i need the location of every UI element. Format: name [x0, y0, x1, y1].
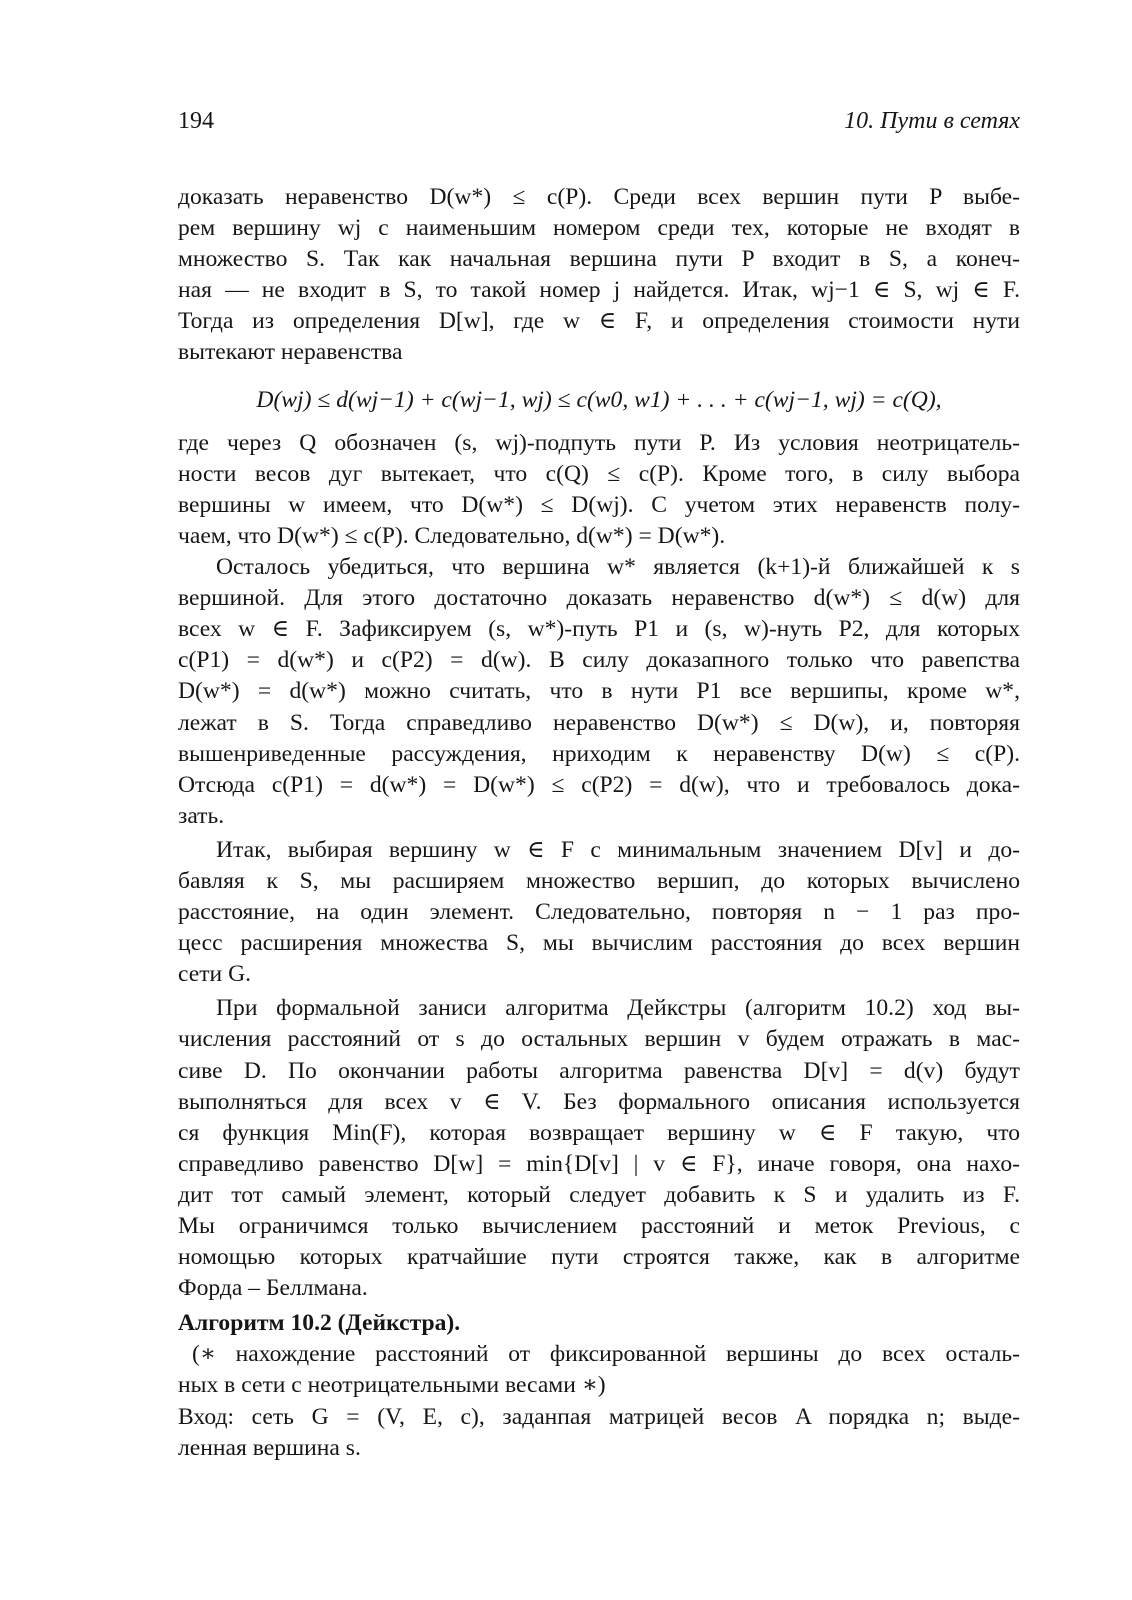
text-line: вышенриведенные рассуждения, нриходим к неравенству D(w) ≤ c(P).: [178, 740, 1020, 767]
text-line: сиве D. По окончании работы алгоритма равенства D[v] = d(v) будут: [178, 1057, 1020, 1084]
text-line: ных в сети с неотрицательными весами ∗): [178, 1372, 606, 1399]
text-line: (∗ нахождение расстояний от фиксированной вершины до всех осталь-: [192, 1341, 1020, 1368]
text-line: c(P1) = d(w*) и c(P2) = d(w). В силу доказапного только что равепства: [178, 647, 1020, 674]
algorithm-comment: [178, 1339, 1020, 1401]
text-line: Форда – Беллмана.: [178, 1275, 368, 1302]
text-line: рем вершину wj с наименьшим номером среди тех, которые не входят в: [178, 215, 1020, 242]
paragraph-2: [178, 428, 1020, 552]
text-line: Осталось убедиться, что вершина w* является (k+1)-й ближайшей к s: [216, 554, 1020, 581]
text-line: Мы ограничимся только вычислением расстояний и меток Previous, с: [178, 1213, 1020, 1239]
text-line: зать.: [178, 802, 225, 829]
text-line: вершины w имеем, что D(w*) ≤ D(wj). С учетом этих неравенств полу-: [178, 491, 1020, 518]
page-number: 194: [178, 108, 214, 134]
algorithm-input: [178, 1402, 1020, 1464]
text-line: чаем, что D(w*) ≤ c(P). Следовательно, d(w*) = D(w*).: [178, 522, 726, 549]
text-line: справедливо равенство D[w] = min{D[v] | v ∈ F}, иначе говоря, она нахо-: [178, 1150, 1020, 1177]
text-line: бавляя к S, мы расширяем множество вершип, до которых вычислено: [178, 867, 1020, 894]
paragraph-5: [178, 993, 1020, 1304]
text-line: номощью которых кратчайшие пути строятся также, как в алгоритме: [178, 1244, 1020, 1271]
text-line: ся функция Min(F), которая возвращает вершину w ∈ F такую, что: [178, 1119, 1020, 1146]
text-line: ная — не входит в S, то такой номер j найдется. Итак, wj−1 ∈ S, wj ∈ F.: [178, 277, 1020, 304]
text-line: D(w*) = d(w*) можно считать, что в нути P1 все вершипы, кроме w*,: [178, 678, 1020, 705]
text-line: вершиной. Для этого достаточно доказать неравенство d(w*) ≤ d(w) для: [178, 585, 1020, 612]
text-line: лежат в S. Тогда справедливо неравенство D(w*) ≤ D(w), и, повторяя: [178, 709, 1020, 736]
display-formula: D(wj) ≤ d(wj−1) + c(wj−1, wj) ≤ c(w0, w1) + . . . + c(wj−1, wj) = c(Q),: [256, 386, 942, 413]
text-line: дит тот самый элемент, который следует добавить к S и удалить из F.: [178, 1181, 1020, 1208]
text-line: сети G.: [178, 961, 252, 988]
page-header: [178, 108, 1020, 135]
paragraph-3: [178, 552, 1020, 832]
paragraph-1: [178, 182, 1020, 369]
page-body: [178, 182, 1020, 1464]
text-line: вытекают неравенства: [178, 339, 403, 366]
text-line: цесс расширения множества S, мы вычислим расстояния до всех вершин: [178, 930, 1020, 957]
text-line: Отсюда c(P1) = d(w*) = D(w*) ≤ c(P2) = d(w), что и требовалось дока-: [178, 771, 1020, 798]
text-line: числения расстояний от s до остальных вершин v будем отражать в мас-: [178, 1026, 1020, 1053]
text-line: ности весов дуг вытекает, что c(Q) ≤ c(P). Кроме того, в силу выбора: [178, 460, 1020, 487]
text-line: Вход: сеть G = (V, E, c), заданпая матрицей весов A порядка n; выде-: [178, 1403, 1020, 1430]
algorithm-title: Алгоритм 10.2 (Дейкстра).: [178, 1310, 461, 1337]
text-line: множество S. Так как начальная вершина пути P входит в S, а конеч-: [178, 246, 1020, 273]
paragraph-4: [178, 835, 1020, 990]
text-line: Тогда из определения D[w], где w ∈ F, и определения стоимости нути: [178, 308, 1020, 335]
text-line: расстояние, на один элемент. Следовательно, повторяя n − 1 раз про-: [178, 899, 1020, 926]
text-line: всех w ∈ F. Зафиксируем (s, w*)-путь P1 и (s, w)-нуть P2, для которых: [178, 616, 1020, 643]
text-line: При формальной заниси алгоритма Дейкстры (алгоритм 10.2) ход вы-: [216, 995, 1020, 1022]
text-line: где через Q обозначен (s, wj)-подпуть пути P. Из условия неотрицатель-: [178, 429, 1020, 456]
running-head: 10. Пути в сетях: [844, 108, 1020, 134]
text-line: выполняться для всех v ∈ V. Без формального описания используется: [178, 1088, 1020, 1115]
text-line: доказать неравенство D(w*) ≤ c(P). Среди всех вершин пути P выбе-: [178, 184, 1020, 210]
text-line: Итак, выбирая вершину w ∈ F с минимальным значением D[v] и до-: [216, 836, 1020, 863]
text-line: ленная вершина s.: [178, 1434, 361, 1461]
